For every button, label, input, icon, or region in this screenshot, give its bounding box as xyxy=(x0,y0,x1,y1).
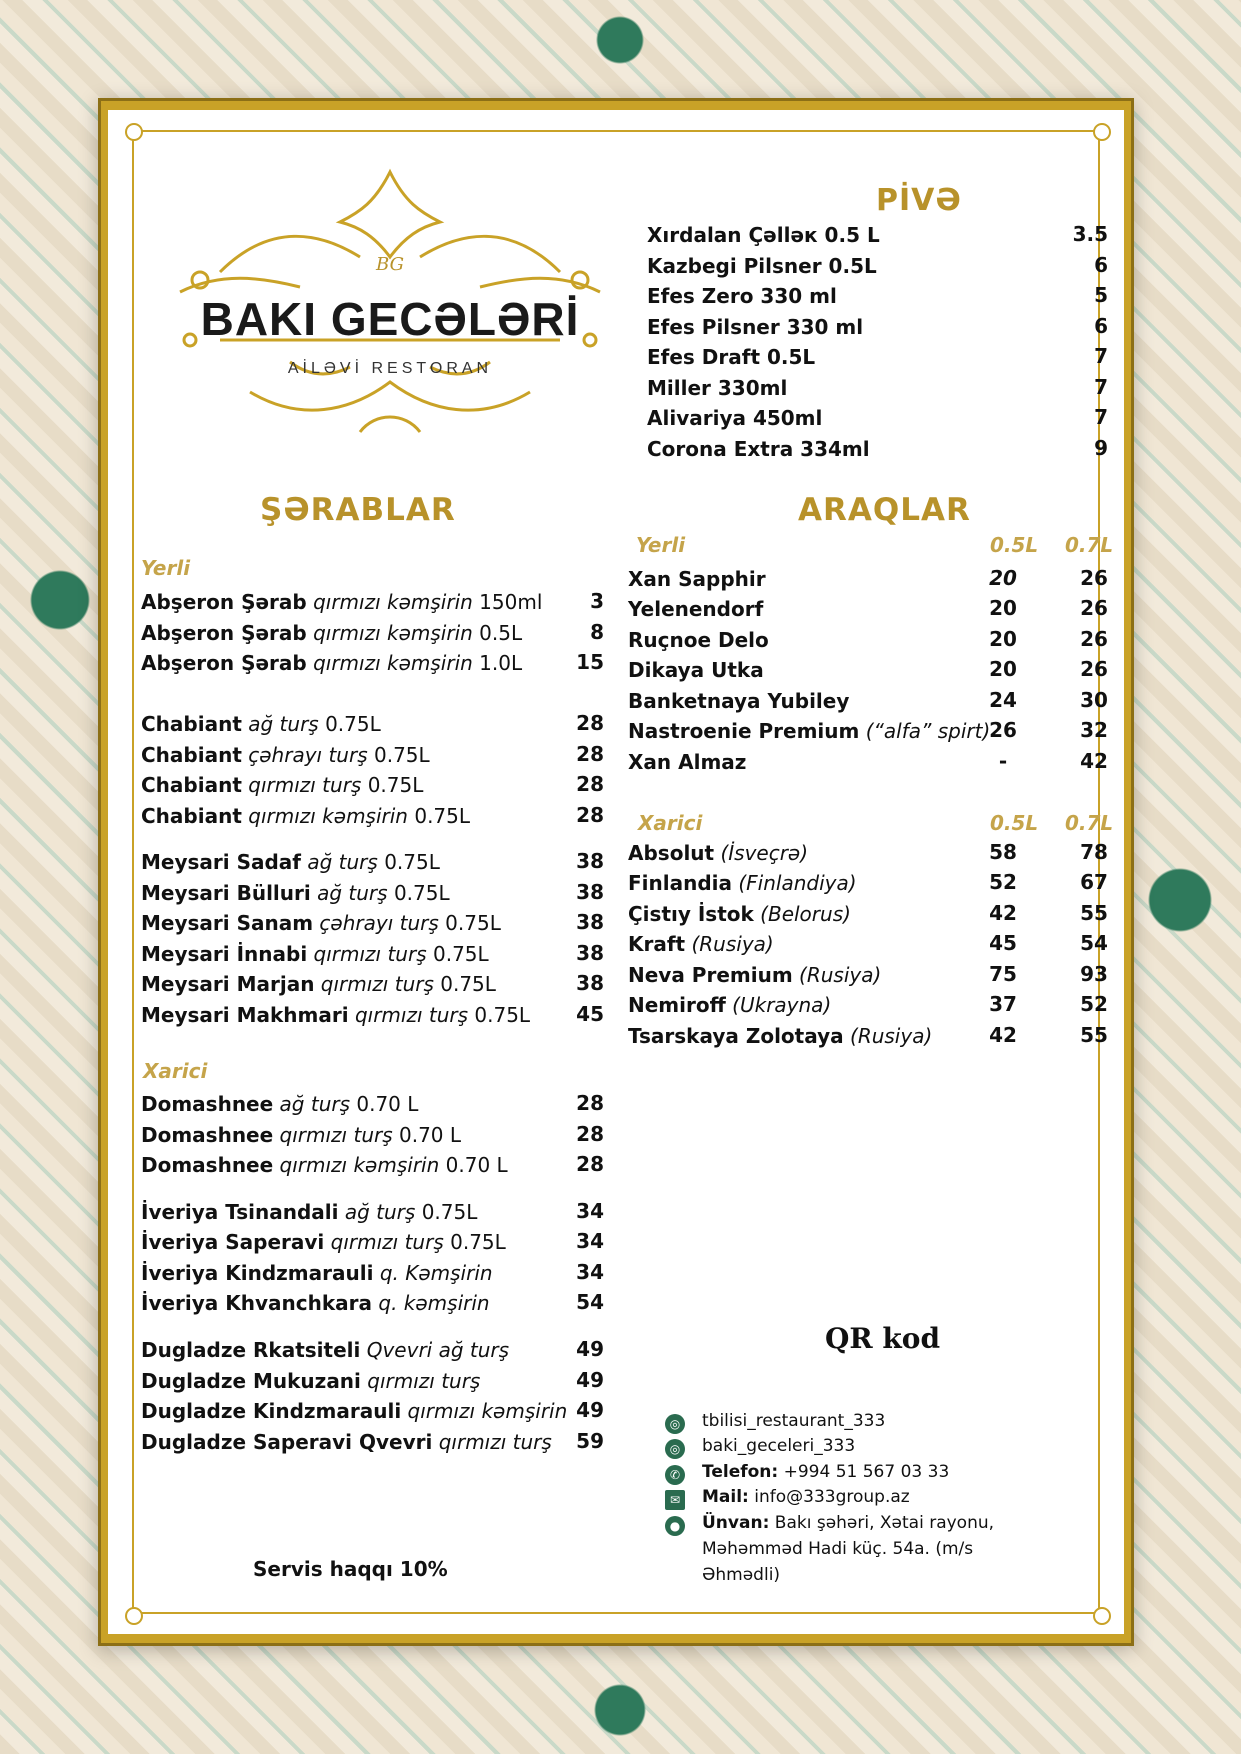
vodka-price-05: 26 xyxy=(989,718,1017,742)
wine-price: 8 xyxy=(590,620,604,644)
wine-description: Qvevri ağ turş xyxy=(366,1338,510,1362)
vodka-name: Finlandia xyxy=(628,871,733,895)
vodka-name: Xan Almaz xyxy=(628,750,747,774)
wine-price: 28 xyxy=(576,1091,604,1115)
vodka-row xyxy=(628,749,746,775)
mail-label: Mail: xyxy=(702,1487,749,1507)
wine-name: Abşeron Şərab xyxy=(141,651,307,675)
wine-volume: 0.75L xyxy=(414,804,471,828)
vodka-origin: (“alfa” spirt) xyxy=(865,719,991,743)
vodka-row xyxy=(628,840,808,866)
beer-price: 5 xyxy=(1094,283,1108,307)
beer-name: Kazbegi Pilsner 0.5L xyxy=(647,254,877,278)
vodka-row xyxy=(628,596,763,622)
wine-price: 38 xyxy=(576,910,604,934)
vodka-origin: (Belorus) xyxy=(760,902,851,926)
wine-price: 28 xyxy=(576,711,604,735)
wine-volume: 0.75L xyxy=(450,1230,506,1254)
vodka-price-05: 58 xyxy=(989,840,1017,864)
wine-price: 38 xyxy=(576,971,604,995)
vodka-price-07: 26 xyxy=(1080,596,1108,620)
wine-volume: 0.70 L xyxy=(356,1092,419,1116)
wine-price: 34 xyxy=(576,1199,604,1223)
wine-volume: 0.75L xyxy=(373,743,430,767)
wine-description: qırmızı kəmşirin xyxy=(407,1399,568,1423)
wine-price: 38 xyxy=(576,880,604,904)
wine-row xyxy=(141,1229,506,1255)
araqlar-xarici-col07: 0.7L xyxy=(1065,811,1114,835)
vodka-price-07: 30 xyxy=(1080,688,1108,712)
vodka-origin: (Rusiya) xyxy=(691,932,774,956)
vodka-name: Absolut xyxy=(628,841,715,865)
araqlar-yerli-label: Yerli xyxy=(636,533,686,557)
vodka-price-05: 45 xyxy=(989,931,1017,955)
corner-ornament xyxy=(125,123,143,141)
wine-row xyxy=(141,1152,508,1178)
phone-icon: ✆ xyxy=(665,1465,685,1485)
vodka-price-07: 55 xyxy=(1080,1023,1108,1047)
mail-icon: ✉ xyxy=(665,1490,685,1510)
wine-description: qırmızı turş xyxy=(313,942,427,966)
vodka-row xyxy=(628,1023,932,1049)
vodka-price-07: 55 xyxy=(1080,901,1108,925)
beer-price: 9 xyxy=(1094,436,1108,460)
wine-row xyxy=(141,941,489,967)
wine-price: 34 xyxy=(576,1229,604,1253)
wine-row xyxy=(141,1429,552,1455)
wine-description: qırmızı kəmşirin xyxy=(313,590,473,614)
vodka-name: Banketnaya Yubiley xyxy=(628,689,850,713)
vodka-price-05: 20 xyxy=(989,627,1017,651)
wine-volume: 0.5L xyxy=(479,621,523,645)
wine-name: Meysari İnnabi xyxy=(141,942,308,966)
vodka-price-05: 42 xyxy=(989,1023,1017,1047)
wine-name: Domashnee xyxy=(141,1123,274,1147)
vodka-price-07: 52 xyxy=(1080,992,1108,1016)
wine-row xyxy=(141,971,496,997)
vodka-row xyxy=(628,627,769,653)
vodka-row xyxy=(628,718,990,744)
vodka-row xyxy=(628,688,849,714)
instagram-icon[interactable]: ◎ xyxy=(665,1439,685,1459)
wine-description: qırmızı turş xyxy=(438,1430,552,1454)
address-line-3: Əhmədli) xyxy=(702,1565,781,1585)
wine-row xyxy=(141,772,423,798)
wine-volume: 0.75L xyxy=(367,773,424,797)
sharablar-xarici-label: Xarici xyxy=(143,1059,208,1083)
vodka-price-07: 42 xyxy=(1080,749,1108,773)
wine-volume: 0.75L xyxy=(384,850,440,874)
wine-row xyxy=(141,880,450,906)
wine-description: qırmızı kəmşirin xyxy=(248,804,408,828)
wine-row xyxy=(141,910,501,936)
qr-label: QR kod xyxy=(825,1322,941,1355)
vodka-name: Yelenendorf xyxy=(628,597,764,621)
wine-description: qırmızı turş xyxy=(330,1230,444,1254)
phone-line xyxy=(702,1462,949,1482)
vodka-price-05: 37 xyxy=(989,992,1017,1016)
wine-price: 38 xyxy=(576,849,604,873)
wine-volume: 0.75L xyxy=(393,881,450,905)
phone-number[interactable]: +994 51 567 03 33 xyxy=(783,1462,950,1482)
wine-description: qırmızı turş xyxy=(367,1369,481,1393)
vodka-origin: (Rusiya) xyxy=(850,1024,933,1048)
wine-volume: 0.70 L xyxy=(445,1153,508,1177)
wine-price: 28 xyxy=(576,742,604,766)
wine-row xyxy=(141,1122,461,1148)
beer-price: 6 xyxy=(1094,314,1108,338)
instagram-icon[interactable]: ◎ xyxy=(665,1414,685,1434)
address-text-1: Bakı şəhəri, Xətai rayonu, xyxy=(774,1513,995,1533)
vodka-price-07: 78 xyxy=(1080,840,1108,864)
vodka-price-07: 67 xyxy=(1080,870,1108,894)
wine-description: çəhrayı turş xyxy=(319,911,439,935)
beer-name: Efes Zero 330 ml xyxy=(647,284,837,308)
beer-name: Miller 330ml xyxy=(647,376,788,400)
wine-price: 15 xyxy=(576,650,604,674)
restaurant-name: BAKI GECƏLƏRİ xyxy=(200,293,580,345)
vodka-price-07: 32 xyxy=(1080,718,1108,742)
wine-row xyxy=(141,1368,480,1394)
wine-name: Meysari Bülluri xyxy=(141,881,311,905)
wine-price: 28 xyxy=(576,1152,604,1176)
beer-name: Corona Extra 334ml xyxy=(647,437,870,461)
vodka-origin: (Ukrayna) xyxy=(732,993,832,1017)
wine-name: İveriya Tsinandali xyxy=(141,1200,339,1224)
wine-name: Dugladze Mukuzani xyxy=(141,1369,361,1393)
wine-description: ağ turş xyxy=(248,712,319,736)
vodka-origin: (İsveçrə) xyxy=(720,841,809,865)
wine-row xyxy=(141,1199,477,1225)
corner-ornament xyxy=(1093,123,1111,141)
wine-name: İveriya Saperavi xyxy=(141,1230,325,1254)
vodka-price-05: 52 xyxy=(989,870,1017,894)
address-line-1 xyxy=(702,1513,994,1533)
address-label: Ünvan: xyxy=(702,1513,770,1533)
beer-price: 3.5 xyxy=(1072,222,1108,246)
beer-price: 7 xyxy=(1094,405,1108,429)
wine-row xyxy=(141,1290,490,1316)
beer-name: Efes Pilsner 330 ml xyxy=(647,315,864,339)
vodka-name: Xan Sapphir xyxy=(628,567,766,591)
service-charge-note: Servis haqqı 10% xyxy=(253,1557,448,1581)
vodka-price-05: - xyxy=(998,749,1008,773)
vodka-price-07: 26 xyxy=(1080,627,1108,651)
vodka-name: Ruçnoe Delo xyxy=(628,628,769,652)
wine-name: Meysari Marjan xyxy=(141,972,315,996)
address-line-2: Məhəmməd Hadi küç. 54a. (m/s xyxy=(702,1539,974,1559)
beer-name: Alivariya 450ml xyxy=(647,406,823,430)
restaurant-subtitle: AİLƏVİ RESTORAN xyxy=(287,360,493,377)
vodka-name: Çistıy İstok xyxy=(628,902,754,926)
mail-address[interactable]: info@333group.az xyxy=(754,1487,910,1507)
sharablar-yerli-label: Yerli xyxy=(141,556,191,580)
vodka-price-07: 26 xyxy=(1080,657,1108,681)
wine-description: qırmızı turş xyxy=(279,1123,393,1147)
wine-price: 59 xyxy=(576,1429,604,1453)
mail-line xyxy=(702,1487,910,1507)
wine-price: 3 xyxy=(590,589,604,613)
wine-row xyxy=(141,1002,530,1028)
wine-name: İveriya Khvanchkara xyxy=(141,1291,373,1315)
instagram-handle-1[interactable]: tbilisi_restaurant_333 xyxy=(702,1411,886,1431)
vodka-price-07: 54 xyxy=(1080,931,1108,955)
wine-description: çəhrayı turş xyxy=(248,743,368,767)
vodka-price-05: 20 xyxy=(989,596,1017,620)
vodka-row xyxy=(628,566,766,592)
vodka-name: Nastroenie Premium xyxy=(628,719,860,743)
wine-row xyxy=(141,1337,509,1363)
wine-row xyxy=(141,742,430,768)
wine-volume: 0.75L xyxy=(440,972,496,996)
wine-price: 54 xyxy=(576,1290,604,1314)
wine-name: Abşeron Şərab xyxy=(141,621,307,645)
wine-price: 28 xyxy=(576,772,604,796)
wine-name: Chabiant xyxy=(141,712,242,736)
wine-description: qırmızı kəmşirin xyxy=(313,651,473,675)
wine-description: q. Kəmşirin xyxy=(379,1261,493,1285)
wine-price: 45 xyxy=(576,1002,604,1026)
beer-price: 7 xyxy=(1094,375,1108,399)
wine-description: qırmızı kəmşirin xyxy=(279,1153,440,1177)
vodka-price-07: 26 xyxy=(1080,566,1108,590)
wine-name: Domashnee xyxy=(141,1092,274,1116)
wine-row xyxy=(141,803,470,829)
wine-volume: 0.75L xyxy=(445,911,501,935)
wine-row xyxy=(141,650,522,676)
wine-price: 28 xyxy=(576,1122,604,1146)
wine-name: Meysari Sadaf xyxy=(141,850,301,874)
araqlar-yerli-col05: 0.5L xyxy=(990,533,1039,557)
vodka-row xyxy=(628,962,881,988)
phone-label: Telefon: xyxy=(702,1462,779,1482)
araqlar-yerli-col07: 0.7L xyxy=(1065,533,1114,557)
wine-volume: 150ml xyxy=(479,590,543,614)
pive-heading: PİVƏ xyxy=(876,183,962,218)
vodka-name: Kraft xyxy=(628,932,686,956)
wine-name: Chabiant xyxy=(141,773,242,797)
wine-volume: 0.75L xyxy=(474,1003,531,1027)
wine-name: Dugladze Saperavi Qvevri xyxy=(141,1430,433,1454)
vodka-price-05: 75 xyxy=(989,962,1017,986)
sharablar-heading: ŞƏRABLAR xyxy=(260,492,456,528)
wine-description: ağ turş xyxy=(279,1092,351,1116)
wine-price: 49 xyxy=(576,1337,604,1361)
wine-name: Dugladze Rkatsiteli xyxy=(141,1338,361,1362)
location-icon: ● xyxy=(665,1516,685,1536)
wine-description: ağ turş xyxy=(307,850,378,874)
wine-description: ağ turş xyxy=(317,881,388,905)
wine-price: 49 xyxy=(576,1398,604,1422)
beer-price: 6 xyxy=(1094,253,1108,277)
vodka-origin: (Rusiya) xyxy=(799,963,882,987)
wine-volume: 0.75L xyxy=(325,712,381,736)
wine-volume: 0.75L xyxy=(421,1200,478,1224)
beer-price: 7 xyxy=(1094,344,1108,368)
vodka-row xyxy=(628,931,774,957)
wine-name: Chabiant xyxy=(141,804,242,828)
corner-ornament xyxy=(1093,1607,1111,1625)
wine-price: 38 xyxy=(576,941,604,965)
vodka-name: Nemiroff xyxy=(628,993,726,1017)
vodka-name: Neva Premium xyxy=(628,963,793,987)
vodka-row xyxy=(628,992,831,1018)
araqlar-heading: ARAQLAR xyxy=(798,492,971,528)
wine-name: Dugladze Kindzmarauli xyxy=(141,1399,402,1423)
vodka-name: Tsarskaya Zolotaya xyxy=(628,1024,844,1048)
vodka-price-05: 20 xyxy=(989,566,1017,590)
logo-monogram: BG xyxy=(376,254,404,275)
vodka-row xyxy=(628,901,851,927)
vodka-row xyxy=(628,657,764,683)
vodka-price-05: 24 xyxy=(989,688,1017,712)
wine-row xyxy=(141,620,522,646)
corner-ornament xyxy=(125,1607,143,1625)
wine-price: 34 xyxy=(576,1260,604,1284)
vodka-price-05: 42 xyxy=(989,901,1017,925)
wine-description: qırmızı turş xyxy=(354,1003,469,1027)
wine-row xyxy=(141,1091,418,1117)
wine-description: qırmızı turş xyxy=(248,773,362,797)
wine-row xyxy=(141,589,542,615)
wine-description: qırmızı turş xyxy=(320,972,434,996)
wine-volume: 0.75L xyxy=(432,942,489,966)
wine-name: İveriya Kindzmarauli xyxy=(141,1261,374,1285)
wine-description: ağ turş xyxy=(344,1200,416,1224)
wine-name: Meysari Makhmari xyxy=(141,1003,349,1027)
beer-name: Xırdalan Çəlləк 0.5 L xyxy=(647,223,880,247)
wine-row xyxy=(141,1260,493,1286)
wine-row xyxy=(141,849,440,875)
wine-description: q. kəmşirin xyxy=(378,1291,490,1315)
instagram-handle-2[interactable]: baki_geceleri_333 xyxy=(702,1436,856,1456)
wine-name: Chabiant xyxy=(141,743,242,767)
wine-description: qırmızı kəmşirin xyxy=(313,621,473,645)
wine-row xyxy=(141,1398,567,1424)
araqlar-xarici-col05: 0.5L xyxy=(990,811,1039,835)
wine-price: 49 xyxy=(576,1368,604,1392)
vodka-origin: (Finlandiya) xyxy=(738,871,857,895)
araqlar-xarici-label: Xarici xyxy=(638,811,703,835)
wine-row xyxy=(141,711,381,737)
restaurant-logo xyxy=(160,162,620,452)
vodka-row xyxy=(628,870,857,896)
wine-name: Abşeron Şərab xyxy=(141,590,307,614)
wine-volume: 1.0L xyxy=(479,651,523,675)
wine-volume: 0.70 L xyxy=(399,1123,462,1147)
vodka-name: Dikaya Utka xyxy=(628,658,764,682)
wine-price: 28 xyxy=(576,803,604,827)
wine-name: Meysari Sanam xyxy=(141,911,314,935)
beer-name: Efes Draft 0.5L xyxy=(647,345,816,369)
vodka-price-07: 93 xyxy=(1080,962,1108,986)
vodka-price-05: 20 xyxy=(989,657,1017,681)
wine-name: Domashnee xyxy=(141,1153,274,1177)
